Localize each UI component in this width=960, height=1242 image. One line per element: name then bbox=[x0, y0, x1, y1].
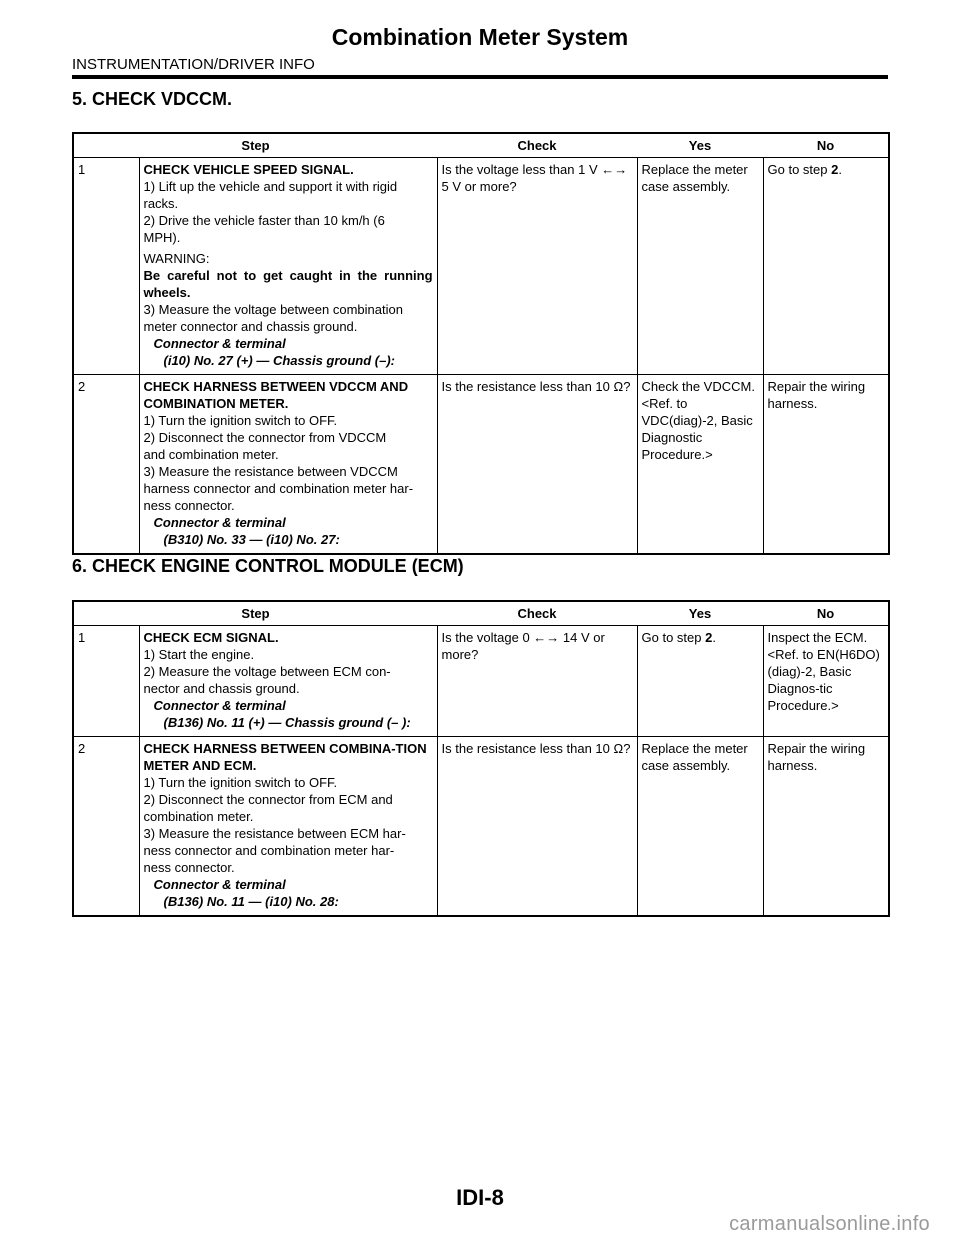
step-line: combination meter. bbox=[143, 809, 254, 824]
no-cell: Inspect the ECM. <Ref. to EN(H6DO)(diag)-2, Basic Diagnos-tic Procedure.> bbox=[763, 626, 889, 737]
no-cell: Repair the wiring harness. bbox=[763, 737, 889, 917]
header-rule bbox=[72, 75, 888, 79]
step-title: CHECK HARNESS BETWEEN VDCCM AND COMBINATION METER. bbox=[143, 379, 409, 411]
check-cell: Is the voltage 0 ←→ 14 V or more? bbox=[437, 626, 637, 737]
step-line: ness connector. bbox=[143, 860, 235, 875]
step-line: 2) Disconnect the connector from ECM and bbox=[143, 792, 393, 807]
table-row bbox=[73, 737, 889, 917]
table-header-row bbox=[73, 133, 889, 158]
step-number: 1 bbox=[73, 158, 139, 375]
warning-label: WARNING: bbox=[143, 251, 210, 266]
step-title: CHECK ECM SIGNAL. bbox=[143, 630, 279, 645]
header-check: Check bbox=[437, 601, 637, 626]
connector-label: Connector & terminal bbox=[153, 515, 286, 530]
connector-terminal: (i10) No. 27 (+) — Chassis ground (–): bbox=[163, 353, 396, 368]
step-title: CHECK HARNESS BETWEEN COMBINA-TION METER AND ECM. bbox=[143, 741, 427, 773]
step-line: 1) Start the engine. bbox=[143, 647, 255, 662]
table-row bbox=[73, 626, 889, 737]
step-cell bbox=[139, 737, 437, 917]
step-title: CHECK VEHICLE SPEED SIGNAL. bbox=[143, 162, 354, 177]
table-row bbox=[73, 375, 889, 555]
table-header-row bbox=[73, 601, 889, 626]
header-step: Step bbox=[73, 133, 437, 158]
connector-terminal: (B136) No. 11 — (i10) No. 28: bbox=[163, 894, 339, 909]
no-text: Go to step bbox=[767, 162, 832, 177]
step-line: ness connector and combination meter har- bbox=[143, 843, 395, 858]
header-no: No bbox=[763, 601, 889, 626]
step-line: meter connector and chassis ground. bbox=[143, 319, 358, 334]
header-step: Step bbox=[73, 601, 437, 626]
yes-text-end: . bbox=[712, 630, 716, 645]
section-header: INSTRUMENTATION/DRIVER INFO bbox=[72, 56, 315, 73]
step-line: 1) Lift up the vehicle and support it with rigid bbox=[143, 179, 398, 194]
step-line: nector and chassis ground. bbox=[143, 681, 300, 696]
procedure-heading: 6. CHECK ENGINE CONTROL MODULE (ECM) bbox=[72, 556, 464, 576]
check-cell: Is the resistance less than 10 Ω? bbox=[437, 737, 637, 917]
header-no: No bbox=[763, 133, 889, 158]
yes-text: Go to step bbox=[641, 630, 706, 645]
page-number: IDI-8 bbox=[456, 1185, 504, 1210]
step-cell bbox=[139, 375, 437, 555]
yes-cell bbox=[637, 626, 763, 737]
step-line: 1) Turn the ignition switch to OFF. bbox=[143, 775, 338, 790]
step-line: 3) Measure the resistance between ECM har- bbox=[143, 826, 406, 841]
step-reference: 2 bbox=[705, 630, 713, 645]
connector-terminal: (B136) No. 11 (+) — Chassis ground (– ): bbox=[163, 715, 411, 730]
yes-cell: Replace the meter case assembly. bbox=[637, 737, 763, 917]
step-line: MPH). bbox=[143, 230, 181, 245]
step-cell bbox=[139, 158, 437, 375]
step-number: 2 bbox=[78, 379, 86, 394]
no-text-end: . bbox=[838, 162, 842, 177]
no-cell bbox=[763, 158, 889, 375]
yes-cell: Check the VDCCM. <Ref. to VDC(diag)-2, Basic Diagnostic Procedure.> bbox=[637, 375, 763, 555]
step-line: racks. bbox=[143, 196, 179, 211]
step-number: 1 bbox=[73, 626, 139, 737]
connector-terminal: (B310) No. 33 — (i10) No. 27: bbox=[163, 532, 340, 547]
step-number: 2 bbox=[78, 741, 86, 756]
connector-label: Connector & terminal bbox=[153, 336, 286, 351]
no-cell: Repair the wiring harness. bbox=[763, 375, 889, 555]
step-line: ness connector. bbox=[143, 498, 235, 513]
connector-label: Connector & terminal bbox=[153, 698, 286, 713]
warning-text: Be careful not to get caught in the running wheels. bbox=[143, 268, 433, 300]
step-line: harness connector and combination meter har- bbox=[143, 481, 414, 496]
header-check: Check bbox=[437, 133, 637, 158]
header-yes: Yes bbox=[637, 133, 763, 158]
step-line: 2) Measure the voltage between ECM con- bbox=[143, 664, 391, 679]
check-cell: Is the voltage less than 1 V ←→ 5 V or more? bbox=[437, 158, 637, 375]
watermark: carmanualsonline.info bbox=[729, 1213, 930, 1235]
step-line: and combination meter. bbox=[143, 447, 279, 462]
step-cell bbox=[139, 626, 437, 737]
procedure-table bbox=[72, 600, 890, 917]
table-row bbox=[73, 158, 889, 375]
step-line: 1) Turn the ignition switch to OFF. bbox=[143, 413, 338, 428]
step-line: 3) Measure the voltage between combination bbox=[143, 302, 403, 317]
page-title: Combination Meter System bbox=[331, 24, 629, 50]
procedure-heading: 5. CHECK VDCCM. bbox=[72, 89, 233, 109]
step-reference: 2 bbox=[831, 162, 839, 177]
connector-label: Connector & terminal bbox=[153, 877, 286, 892]
step-line: 2) Drive the vehicle faster than 10 km/h (6 bbox=[143, 213, 385, 228]
step-line: 3) Measure the resistance between VDCCM bbox=[143, 464, 398, 479]
header-yes: Yes bbox=[637, 601, 763, 626]
step-line: 2) Disconnect the connector from VDCCM bbox=[143, 430, 387, 445]
procedure-table bbox=[72, 132, 890, 555]
check-cell: Is the resistance less than 10 Ω? bbox=[437, 375, 637, 555]
yes-cell: Replace the meter case assembly. bbox=[637, 158, 763, 375]
